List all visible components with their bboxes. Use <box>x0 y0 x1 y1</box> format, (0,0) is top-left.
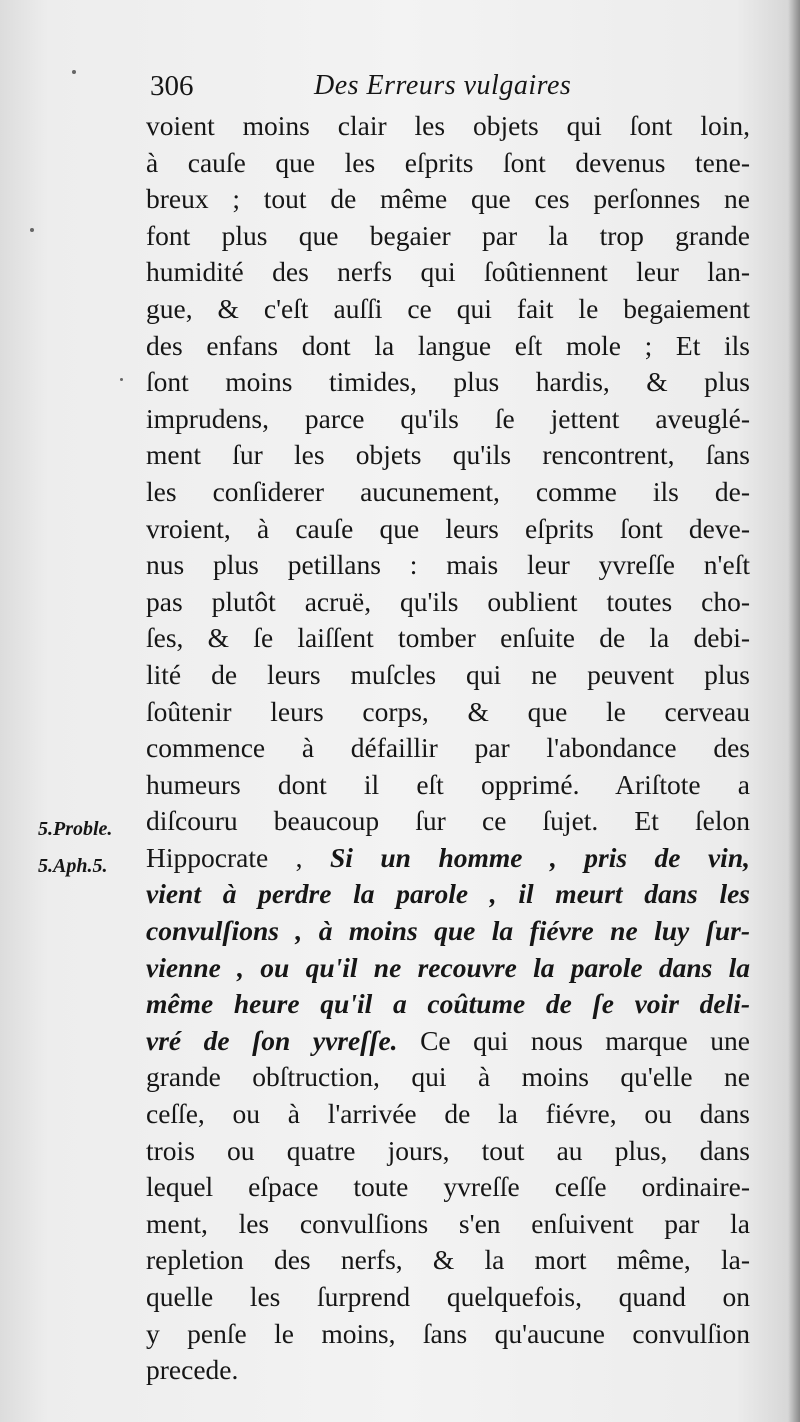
text-line: ſes, & ſe laiſſent tomber enſuite de la debi- <box>146 622 750 654</box>
text-line: voient moins clair les objets qui ſont loin, <box>146 110 750 141</box>
text-line: vroient, à cauſe que leurs eſprits ſont deve- <box>146 512 750 544</box>
text-line: imprudens, parce qu'ils ſe jettent aveuglé- <box>146 402 750 434</box>
text-line: gue, & c'eſt auſſi ce qui fait le begaiement <box>146 292 750 324</box>
text-line: quelle les ſurprend quelquefois, quand on <box>146 1281 750 1312</box>
text-line: des enfans dont la langue eſt mole ; Et ils <box>146 329 750 361</box>
text-line: commence à défaillir par l'abondance des <box>146 732 750 764</box>
quote-text: Si un homme , pris de vin, <box>329 841 750 873</box>
marginal-note-aphorism: 5.Aph.5. <box>38 855 108 877</box>
text-line-hippocrate <box>146 840 750 877</box>
text-line: grande obſtruction, qui à moins qu'elle ne <box>146 1061 750 1093</box>
text-line: ſont moins timides, plus hardis, & plus <box>146 366 750 398</box>
text-line: trois ou quatre jours, tout au plus, dans <box>146 1134 750 1166</box>
quote-line: vienne , ou qu'il ne recouvre la parole dans la <box>146 951 750 983</box>
text-line: ſoûtenir leurs corps, & que le cerveau <box>146 695 750 727</box>
body-text <box>146 108 750 1389</box>
paper-speck <box>120 378 123 381</box>
text-line: repletion des nerfs, & la mort même, la- <box>146 1244 750 1276</box>
text-line: y penſe le moins, ſans qu'aucune convulſion <box>146 1317 750 1349</box>
paper-speck <box>30 228 34 232</box>
text-line: humidité des nerfs qui ſoûtiennent leur lan- <box>146 256 750 288</box>
page-number: 306 <box>150 70 194 102</box>
text-line: font plus que begaier par la trop grande <box>146 219 750 251</box>
paper-speck <box>72 70 76 74</box>
text-line: humeurs dont il eſt opprimé. Ariſtote a <box>146 768 750 800</box>
text-line: breux ; tout de même que ces perſonnes ne <box>146 183 750 215</box>
text-line: ment, les convulſions s'en enſuivent par la <box>146 1207 750 1239</box>
quote-end: vré de ſon yvreſſe. <box>146 1024 398 1056</box>
text-line: lequel eſpace toute yvreſſe ceſſe ordinaire- <box>146 1171 750 1203</box>
text-line: diſcouru beaucoup ſur ce ſujet. Et ſelon <box>146 805 750 837</box>
text-line: les conſiderer aucunement, comme ils de- <box>146 475 750 507</box>
quote-line: même heure qu'il a coûtume de ſe voir deli- <box>146 988 750 1020</box>
running-title: Des Erreurs vulgaires <box>314 70 572 101</box>
text-line: ceſſe, ou à l'arrivée de la fiévre, ou dans <box>146 1098 750 1130</box>
quote-line: vient à perdre la parole , il meurt dans les <box>146 878 750 910</box>
quote-line: convulſions , à moins que la fiévre ne luy ſur- <box>146 915 750 947</box>
text-line: lité de leurs muſcles qui ne peuvent plus <box>146 658 750 690</box>
quote-end-tail: Ce qui nous marque une <box>397 1024 750 1056</box>
running-header <box>150 68 780 108</box>
page-edge-shadow <box>788 0 800 1422</box>
marginal-note-problemata: 5.Proble. <box>38 818 113 840</box>
text-line: pas plutôt acruë, qu'ils oublient toutes cho- <box>146 585 750 617</box>
text-line: à cauſe que les eſprits ſont devenus tene- <box>146 146 750 178</box>
text-line: nus plus petillans : mais leur yvreſſe n'eſt <box>146 549 750 581</box>
text-line: ment ſur les objets qu'ils rencontrent, ſans <box>146 439 750 471</box>
text-line-last: precede. <box>146 1354 239 1386</box>
hippocrate-lead: Hippocrate , <box>146 841 330 873</box>
text-line-quote-end <box>146 1023 750 1060</box>
